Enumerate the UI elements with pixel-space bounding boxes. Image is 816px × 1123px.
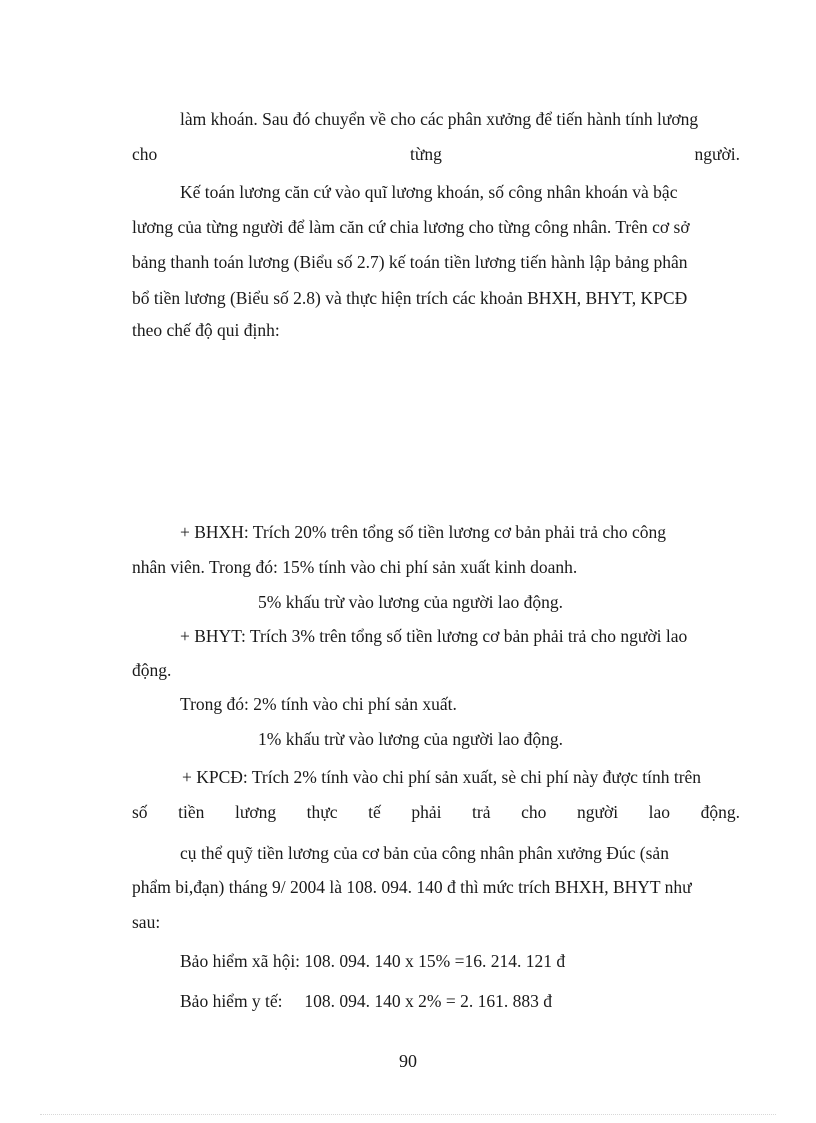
word: cho bbox=[521, 802, 547, 822]
para2-line5: theo chế độ qui định: bbox=[132, 320, 280, 340]
kpcd-line2 bbox=[132, 801, 740, 823]
bhyt-line1: + BHYT: Trích 3% trên tổng số tiền lương cơ bản phải trả cho người lao bbox=[180, 626, 688, 646]
bhxh-line3: 5% khấu trừ vào lương của người lao động. bbox=[258, 592, 564, 612]
bhyt-line3: Trong đó: 2% tính vào chi phí sản xuất. bbox=[180, 694, 457, 714]
calc-health-insurance: Bảo hiểm y tế: 108. 094. 140 x 2% = 2. 161. 883 đ bbox=[180, 991, 552, 1011]
para2-line1: Kế toán lương căn cứ vào quĩ lương khoán, số công nhân khoán và bậc bbox=[180, 182, 678, 202]
bhxh-line1: + BHXH: Trích 20% trên tổng số tiền lương cơ bản phải trả cho công bbox=[180, 522, 666, 542]
word: động. bbox=[700, 802, 740, 822]
example-line1: cụ thể quỹ tiền lương của cơ bản của công nhân phân xưởng Đúc (sản bbox=[180, 843, 669, 863]
word: tế bbox=[368, 802, 381, 822]
bhyt-line4: 1% khấu trừ vào lương của người lao động. bbox=[258, 729, 564, 749]
para1-line2 bbox=[132, 143, 740, 165]
bhxh-line2: nhân viên. Trong đó: 15% tính vào chi phí sản xuất kinh doanh. bbox=[132, 557, 578, 577]
bottom-divider bbox=[40, 1114, 776, 1115]
calc-social-insurance: Bảo hiểm xã hội: 108. 094. 140 x 15% =16. 214. 121 đ bbox=[180, 951, 566, 971]
bhyt-line2: động. bbox=[132, 660, 172, 680]
para1-line1: làm khoán. Sau đó chuyển về cho các phân xưởng để tiến hành tính lương bbox=[180, 109, 699, 129]
para2-line4: bổ tiền lương (Biểu số 2.8) và thực hiện trích các khoản BHXH, BHYT, KPCĐ bbox=[132, 288, 688, 308]
word: thực bbox=[306, 802, 338, 822]
example-line3: sau: bbox=[132, 912, 161, 932]
page-number: 90 bbox=[399, 1051, 417, 1071]
para2-line3: bảng thanh toán lương (Biểu số 2.7) kế toán tiền lương tiến hành lập bảng phân bbox=[132, 252, 688, 272]
word: lao bbox=[648, 802, 671, 822]
word: tiền bbox=[178, 802, 205, 822]
word: từng bbox=[409, 144, 442, 164]
word: lương bbox=[234, 802, 277, 822]
word: cho bbox=[132, 144, 158, 164]
word: trả bbox=[472, 802, 491, 822]
example-line2: phẩm bi,đạn) tháng 9/ 2004 là 108. 094. 140 đ thì mức trích BHXH, BHYT như bbox=[132, 877, 692, 897]
word: số bbox=[132, 802, 148, 822]
word: người. bbox=[694, 144, 740, 164]
word: phải bbox=[411, 802, 442, 822]
word: người bbox=[576, 802, 619, 822]
kpcd-line1: + KPCĐ: Trích 2% tính vào chi phí sản xuất, sè chi phí này được tính trên bbox=[182, 767, 702, 787]
para2-line2: lương của từng người để làm căn cứ chia lương cho từng công nhân. Trên cơ sở bbox=[132, 217, 690, 237]
